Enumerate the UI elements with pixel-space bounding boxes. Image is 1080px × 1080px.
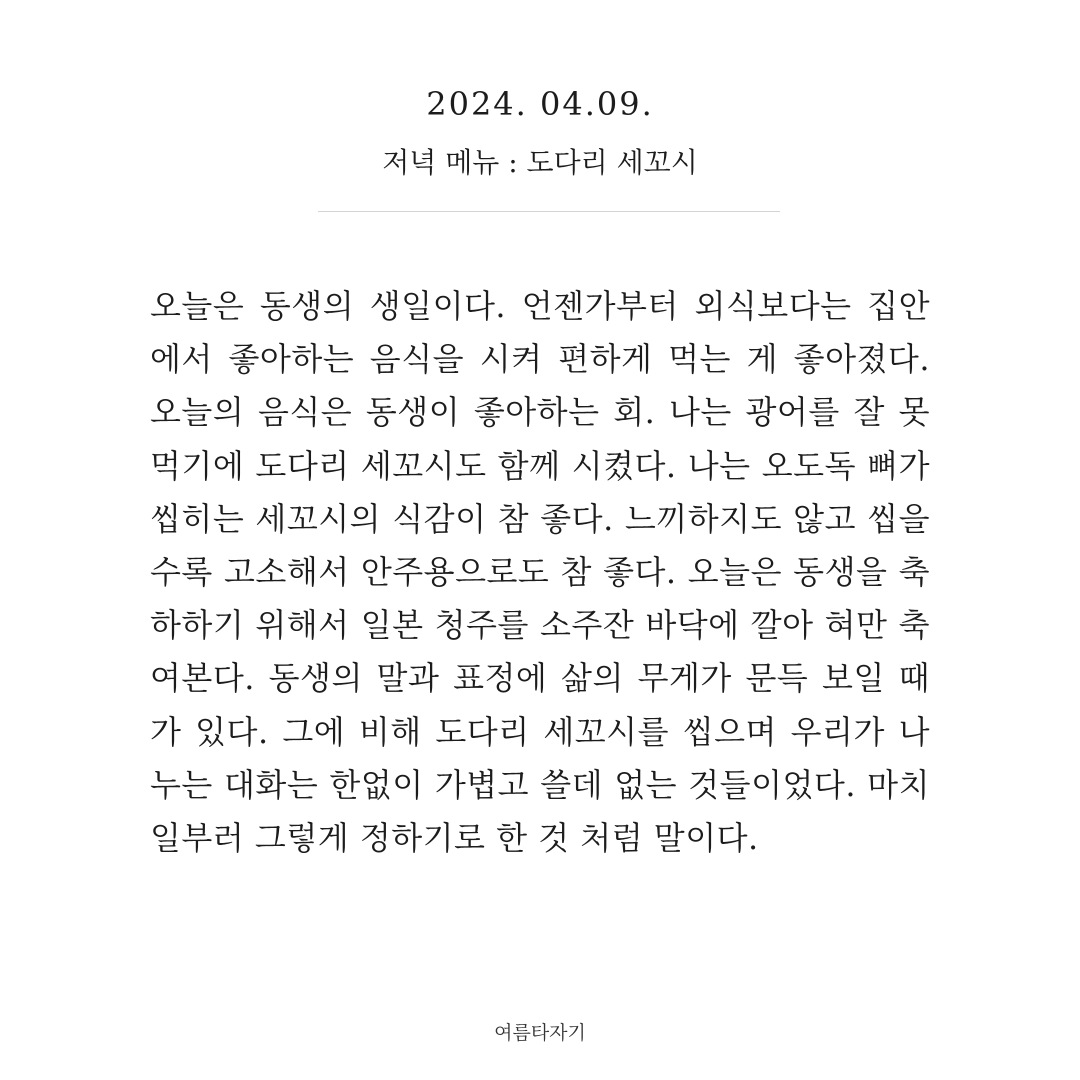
- header-divider: [318, 211, 780, 212]
- author-signature: 여름타자기: [494, 1022, 586, 1044]
- post-date: 2024. 04.09.: [426, 85, 654, 123]
- body-paragraph: 오늘은 동생의 생일이다. 언젠가부터 외식보다는 집안에서 좋아하는 음식을 시켜 편하게 먹는 게 좋아졌다. 오늘의 음식은 동생이 좋아하는 회. 나는 광어를 잘 못 먹기에 도다리 세꼬시도 함께 시켰다. 나는 오도독 뼈가 씹히는 세꼬시의 식감이 참 좋다. 느끼하지도 않고 씹을 수록 고소해서 안주용으로도 참 좋다. 오늘은 동생을 축하하기 위해서 일본 청주를 소주잔 바닥에 깔아 혀만 축여본다. 동생의 말과 표정에 삶의 무게가 문득 보일 때가 있다. 그에 비해 도다리 세꼬시를 씹으며 우리가 나누는 대화는 한없이 가볍고 쓸데 없는 것들이었다. 마치 일부러 그렇게 정하기로 한 것 처럼 말이다.: [150, 287, 930, 858]
- post-subtitle: 저녁 메뉴 : 도다리 세꼬시: [382, 146, 698, 179]
